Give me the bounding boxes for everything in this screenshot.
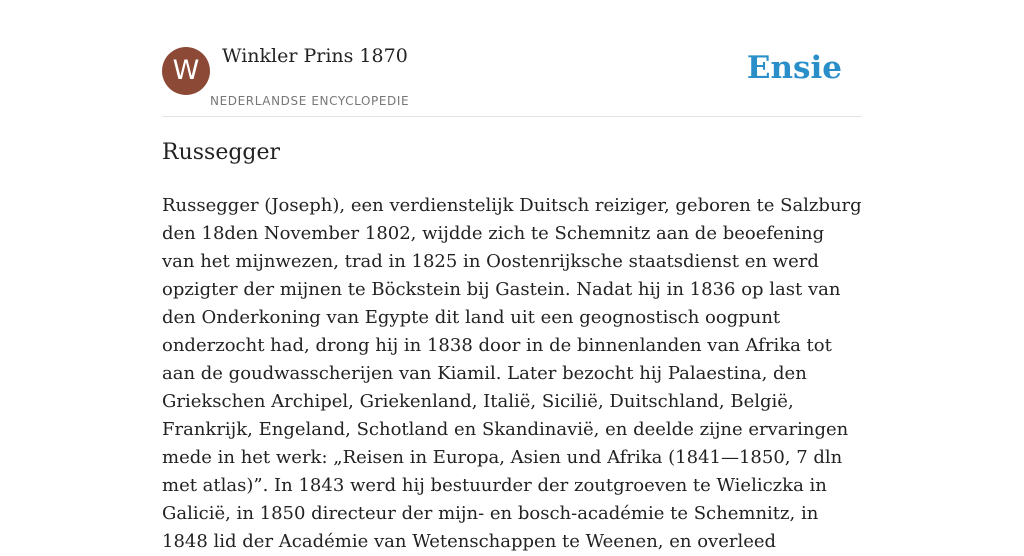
source-avatar: W (162, 47, 210, 95)
source-subtitle: NEDERLANDSE ENCYCLOPEDIE (210, 94, 410, 108)
source-header (162, 0, 862, 117)
article-title: Russegger (162, 140, 281, 165)
article-body: Russegger (Joseph), een verdienstelijk Duitsch reiziger, geboren te Salzburg den 18den November 1802, wijdde zich te Schemnitz aan de beoefening van het mijnwezen, trad in 1825 in Oostenrijksche staatsdienst en werd opzigter der mijnen te Böckstein bij Gastein. Nadat hij in 1836 op last van den Onderkoning van Egypte dit land uit een geognostisch oogpunt onderzocht had, drong hij in 1838 door in de binnenlanden van Afrika tot aan de goudwasscherijen van Kiamil. Later bezocht hij Palaestina, den Griekschen Archipel, Griekenland, Italië, Sicilië, Duitschland, België, Frankrijk, Engeland, Schotland en Skandinavië, en deelde zijne ervaringen mede in het werk: „Reisen in Europa, Asien und Afrika (1841—1850, 7 dln met atlas)”. In 1843 werd hij bestuurder der zoutgroeven te Wieliczka in Galicië, in 1850 directeur der mijn- en bosch-académie te Schemnitz, in 1848 lid der Académie van Wetenschappen te Weenen, en overleed (162, 195, 862, 552)
source-title[interactable]: Winkler Prins 1870 (222, 45, 408, 67)
brand-logo-link[interactable]: Ensie (746, 50, 842, 86)
